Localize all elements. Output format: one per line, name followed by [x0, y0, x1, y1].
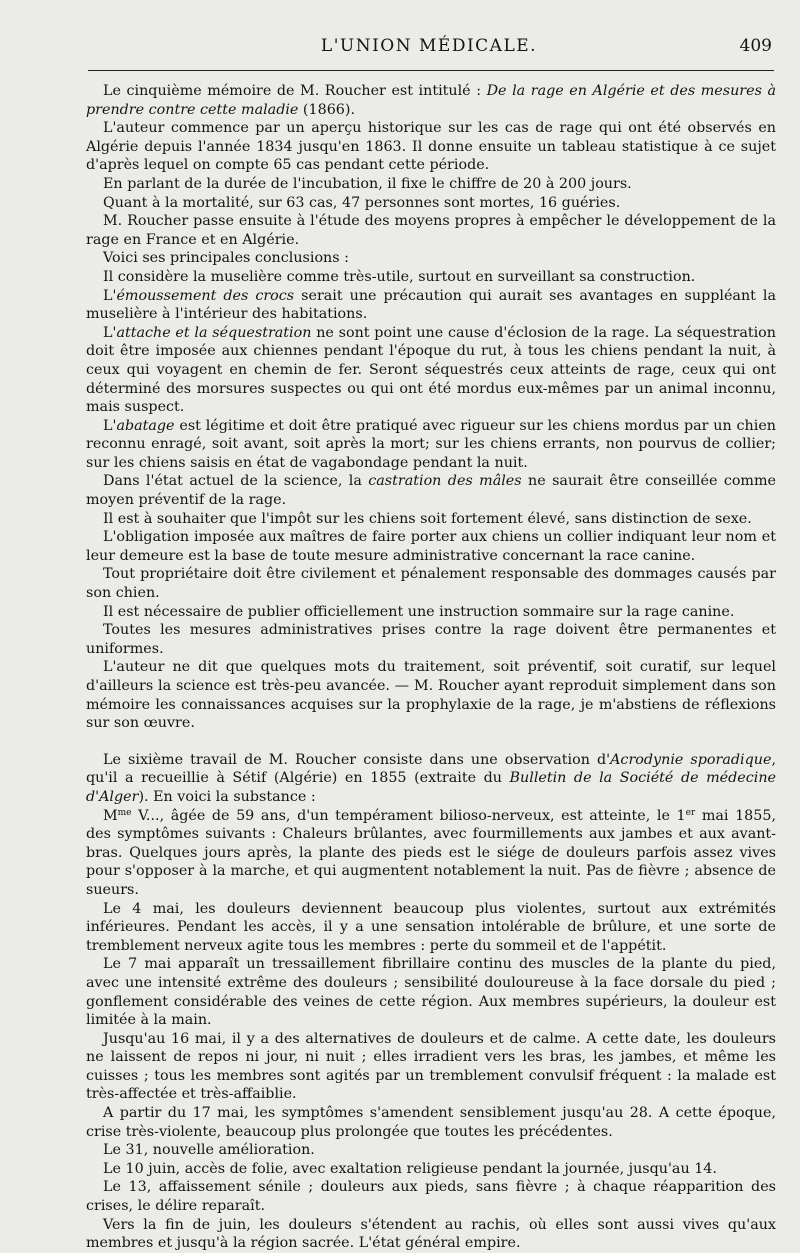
paragraph: Quant à la mortalité, sur 63 cas, 47 personnes sont mortes, 16 guéries. — [103, 194, 621, 211]
paragraph: Le 10 juin, accès de folie, avec exaltation religieuse pendant la journée, jusqu'au 14. — [103, 1160, 717, 1177]
paragraph: Jusqu'au 16 mai, il y a des alternatives de douleurs et de calme. A cette date, les douleurs ne laissent de repos ni jour, ni nuit ; elles irradient vers les bras, les jambes, et même les cuisses ; tous les membres sont agités par un tremblement convulsif fréquent : la malade est très-affectée et très-affaiblie. — [86, 1030, 776, 1103]
paragraph: Tout propriétaire doit être civilement et pénalement responsable des dommages causés par son chien. — [86, 566, 776, 602]
paragraph: Le sixième travail de M. Roucher consiste dans une observation d'Acrodynie sporadique, qu'il a recueillie à Sétif (Algérie) en 1855 (extraite du Bulletin de la Société de médecine d'Alger). En voici la substance : — [86, 751, 776, 805]
paragraph: Il est nécessaire de publier officiellement une instruction sommaire sur la rage canine. — [103, 603, 735, 620]
article-body — [86, 82, 776, 1253]
paragraph: L'abatage est légitime et doit être pratiqué avec rigueur sur les chiens mordus par un chien reconnu enragé, soit avant, soit après la mort; sur les chiens errants, non pourvus de collier; sur les chiens saisis en état de vagabondage pendant la nuit. — [86, 417, 776, 471]
paragraph: L'auteur ne dit que quelques mots du traitement, soit préventif, soit curatif, sur lequel d'ailleurs la science est très-peu avancée. — M. Roucher ayant reproduit simplement dans son mémoire les connaissances acquises sur la prophylaxie de la rage, je m'abstiens de réflexions sur son œuvre. — [86, 659, 776, 732]
paragraph: A partir du 17 mai, les symptômes s'amendent sensiblement jusqu'au 28. A cette époque, crise très-violente, beaucoup plus prolongée que toutes les précédentes. — [86, 1105, 776, 1140]
paragraph: L'émoussement des crocs serait une précaution qui aurait ses avantages en suppléant la muselière à l'intérieur des habitations. — [86, 287, 777, 323]
paragraph: L'attache et la séquestration ne sont point une cause d'éclosion de la rage. La séquestration doit être imposée aux chiennes pendant l'époque du rut, à tous les chiens pendant la nuit, à ceux qui voyagent en chemin de fer. Seront séquestrés ceux atteints de rage, ceux qui ont déterminé des morsures suspectes ou qui ont été mordus eux-mêmes par un animal inconnu, mais suspect. — [86, 324, 776, 416]
paragraph: $M^{me}$ V..., âgée de 59 ans, d'un tempérament bilioso-nerveux, est atteinte, le 1er mai 1855, des symptômes suivants : Chaleurs brûlantes, avec fourmillements aux jambes et aux avant-bras. Quelques jours après, la plante des pieds est le siége de douleurs parfois assez vives pour s'opposer à la marche, et qui augmentent notablement la nuit. Pas de fièvre ; absence de sueurs. — [86, 807, 777, 898]
paragraph: Vers la fin de juin, les douleurs s'étendent au rachis, où elles sont aussi vives qu'aux membres et jusqu'à la région sacrée. L'état général empire. — [86, 1216, 776, 1252]
paragraph: Le 7 mai apparaît un tressaillement fibrillaire continu des muscles de la plante du pied, avec une intensité extrême des douleurs ; sensibilité douloureuse à la face dorsale du pied ; gonflement considérable des veines de cette région. Aux membres supérieurs, la douleur est limitée à la main. — [86, 956, 776, 1029]
page-header — [84, 36, 774, 66]
paragraph: Il est à souhaiter que l'impôt sur les chiens soit fortement élevé, sans distinction de sexe. — [103, 510, 752, 527]
paragraph: L'obligation imposée aux maîtres de faire porter aux chiens un collier indiquant leur nom et leur demeure est la base de toute mesure administrative concernant la race canine. — [86, 529, 776, 564]
paragraph: Voici ses principales conclusions : — [103, 250, 349, 267]
header-rule — [88, 70, 774, 71]
paragraph: Il considère la muselière comme très-utile, surtout en surveillant sa construction. — [103, 268, 696, 285]
paragraph: En parlant de la durée de l'incubation, il fixe le chiffre de 20 à 200 jours. — [103, 175, 632, 192]
paragraph: Toutes les mesures administratives prises contre la rage doivent être permanentes et uniformes. — [86, 622, 776, 657]
paragraph: L'auteur commence par un aperçu historique sur les cas de rage qui ont été observés en Algérie depuis l'année 1834 jusqu'en 1863. Il donne ensuite un tableau statistique à ce sujet d'après lequel on compte 65 cas pendant cette période. — [86, 120, 776, 174]
paragraph: Le 31, nouvelle amélioration. — [103, 1142, 315, 1159]
paragraph: Le 13, affaissement sénile ; douleurs aux pieds, sans fièvre ; à chaque réapparition des crises, le délire reparaît. — [86, 1179, 776, 1215]
paragraph: M. Roucher passe ensuite à l'étude des moyens propres à empêcher le développement de la rage en France et en Algérie. — [86, 213, 776, 248]
running-title: L'UNION MÉDICALE. — [320, 36, 538, 56]
paragraph: Le cinquième mémoire de M. Roucher est intitulé : De la rage en Algérie et des mesures à prendre contre cette maladie (1866). — [86, 83, 776, 118]
page-number: 409 — [739, 36, 772, 56]
paragraph: Le 4 mai, les douleurs deviennent beaucoup plus violentes, surtout aux extrémités inférieures. Pendant les accès, il y a une sensation intolérable de brûlure, et une sorte de tremblement nerveux agite tous les membres : perte du sommeil et de l'appétit. — [86, 900, 776, 954]
paragraph: Dans l'état actuel de la science, la castration des mâles ne saurait être conseillée comme moyen préventif de la rage. — [86, 473, 777, 509]
